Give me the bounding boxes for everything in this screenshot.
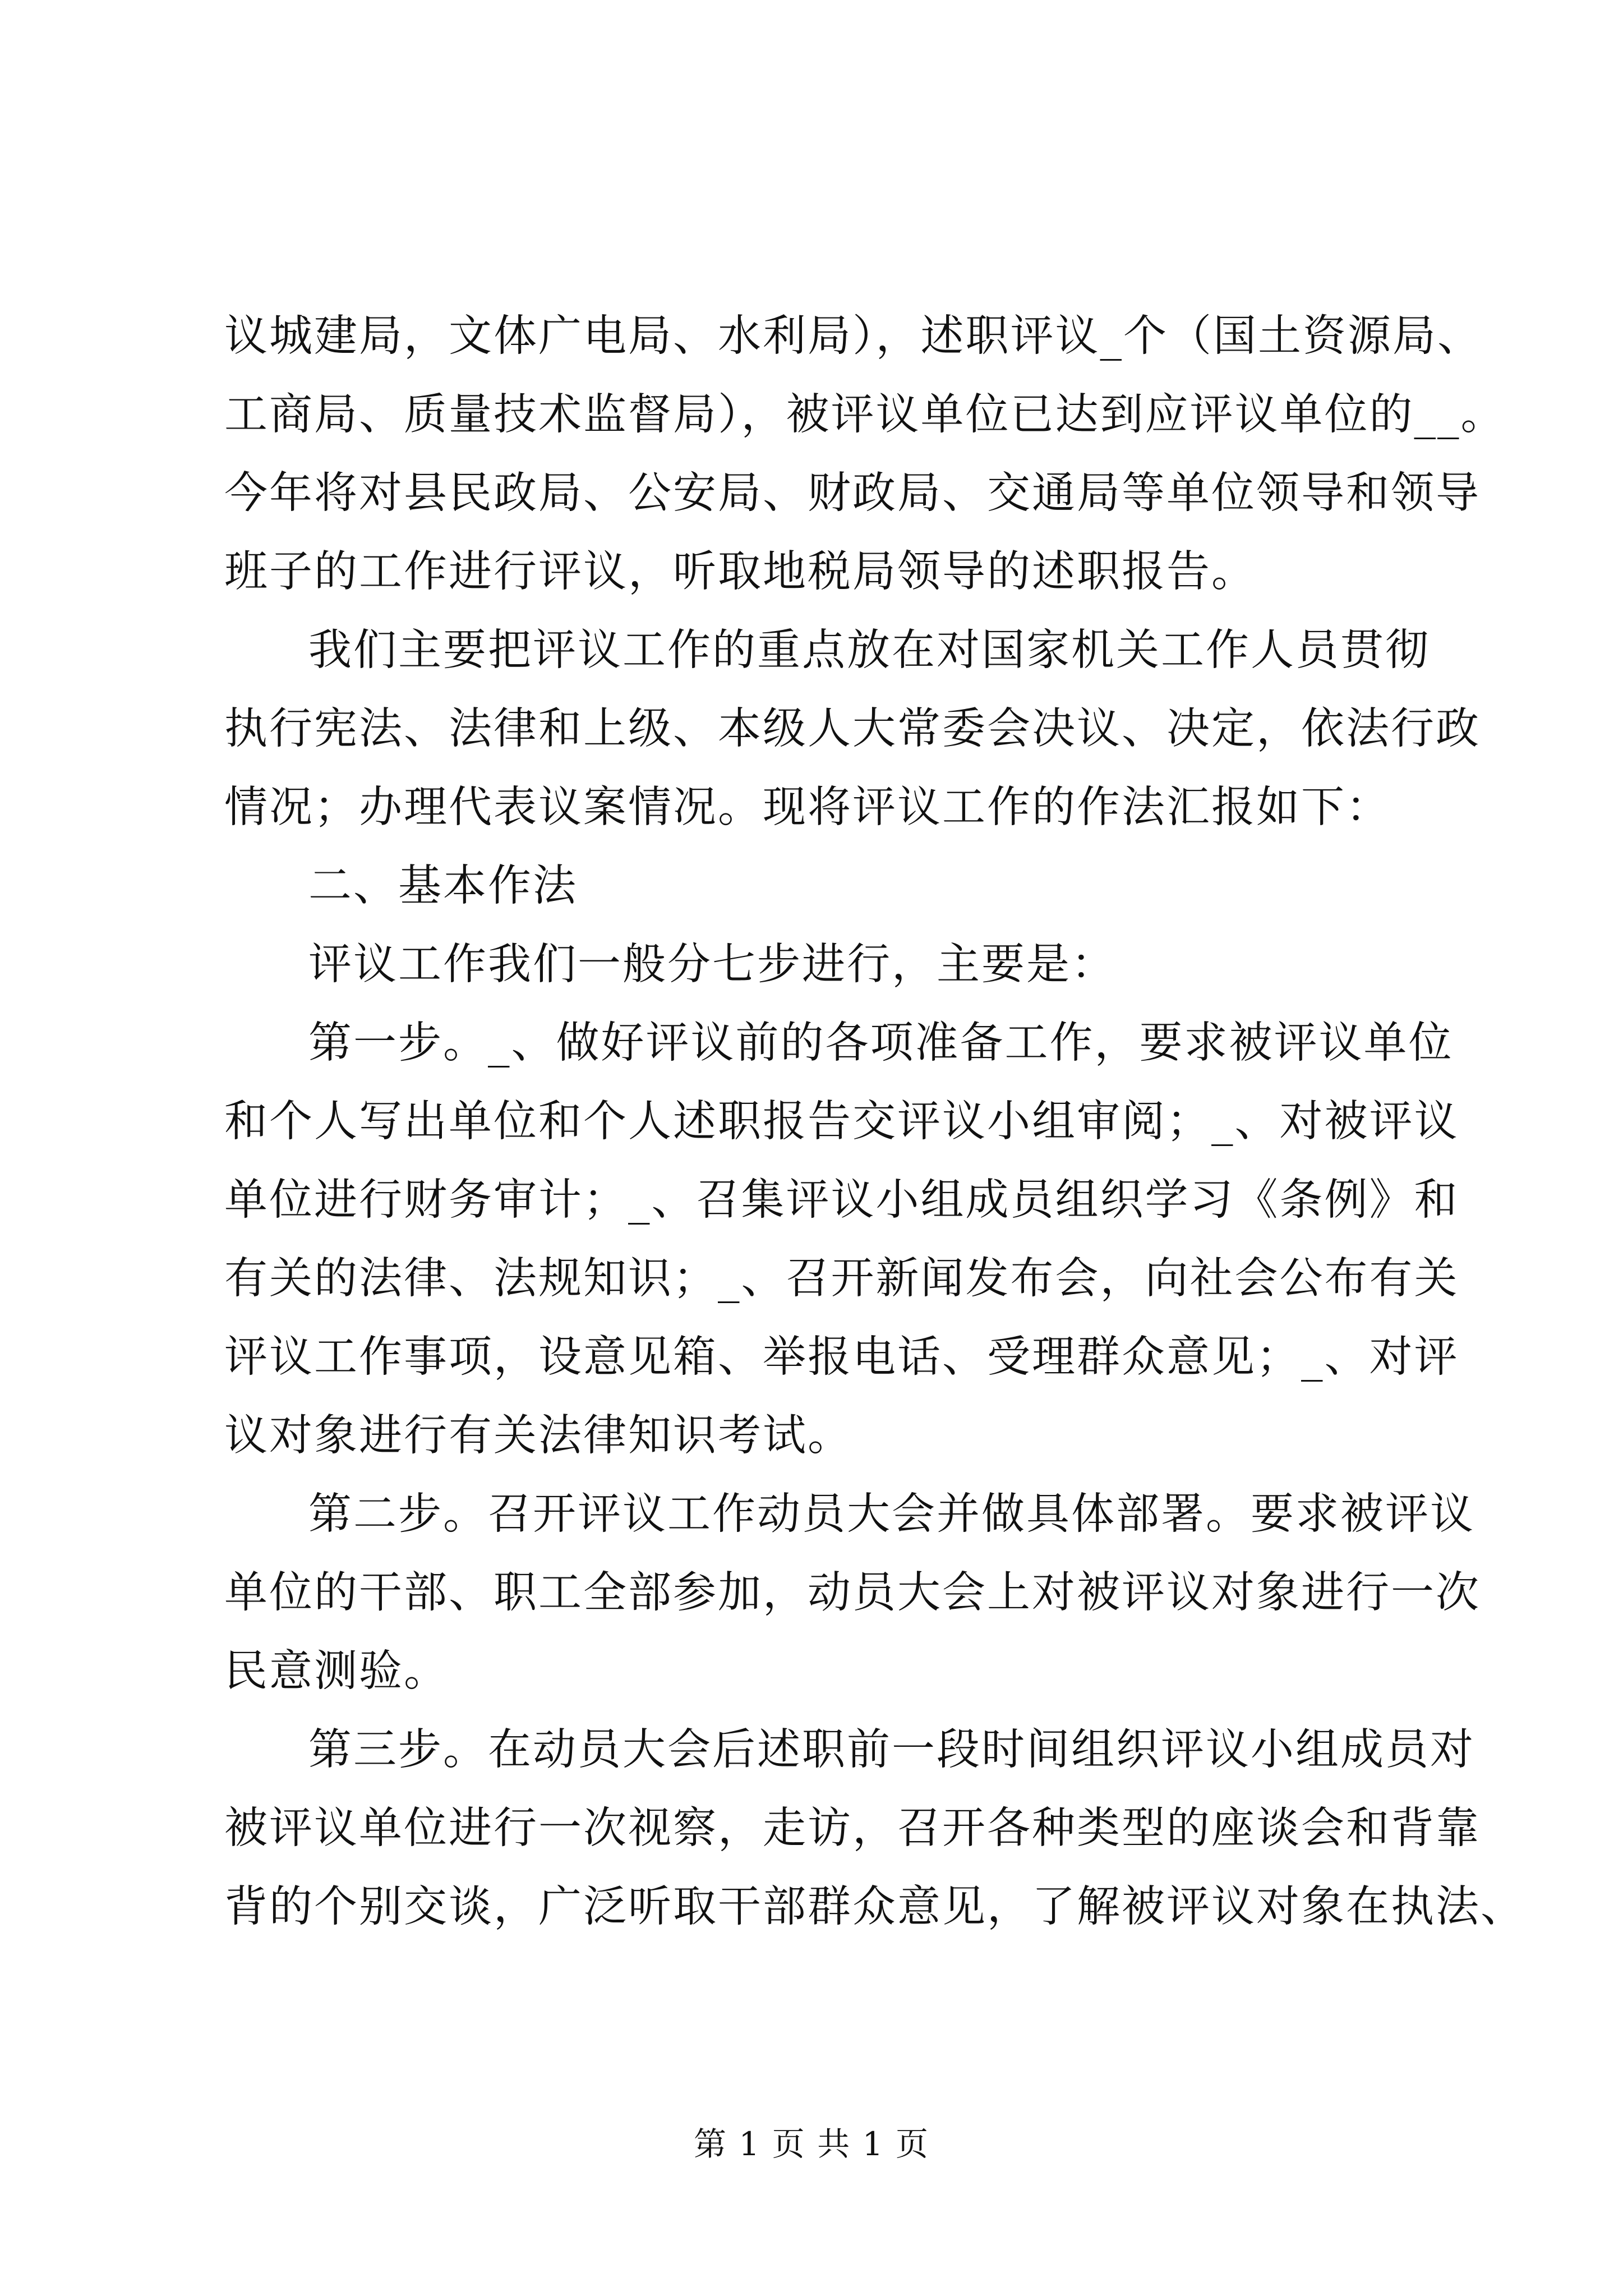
text-line: 工商局、质量技术监督局），被评议单位已达到应评议单位的__。 [224, 390, 1506, 440]
paragraph [224, 297, 1506, 611]
text-line: 第一步。_、做好评议前的各项准备工作，要求被评议单位 [308, 1018, 1454, 1068]
paragraph [224, 1711, 1525, 1947]
text-line: 单位进行财务审计；_、召集评议小组成员组织学习《条例》和 [224, 1175, 1459, 1225]
text-line: 议城建局，文体广电局、水利局），述职评议_个（国土资源局、 [224, 311, 1482, 361]
paragraph [224, 1475, 1481, 1711]
text-line: 第二步。召开评议工作动员大会并做具体部署。要求被评议 [308, 1489, 1475, 1539]
text-line: 民意测验。 [224, 1646, 449, 1696]
text-line: 被评议单位进行一次视察，走访，召开各种类型的座谈会和背靠 [224, 1803, 1481, 1853]
paragraph [224, 611, 1481, 847]
text-line: 二、基本作法 [308, 861, 578, 911]
text-line: 情况；办理代表议案情况。现将评议工作的作法汇报如下： [224, 783, 1391, 832]
text-line: 今年将对县民政局、公安局、财政局、交通局等单位领导和领导 [224, 468, 1481, 518]
paragraph [224, 926, 1402, 1004]
text-line: 有关的法律、法规知识；_、召开新闻发布会，向社会公布有关 [224, 1254, 1459, 1304]
text-line: 评议工作我们一般分七步进行，主要是： [308, 940, 1116, 990]
page-footer: 第 1 页 共 1 页 [694, 2125, 929, 2163]
text-line: 背的个别交谈，广泛听取干部群众意见，了解被评议对象在执法、 [224, 1882, 1525, 1932]
text-line: 议对象进行有关法律知识考试。 [224, 1411, 852, 1461]
text-line: 执行宪法、法律和上级、本级人大常委会决议、决定，依法行政 [224, 704, 1481, 754]
text-line: 我们主要把评议工作的重点放在对国家机关工作人员贯彻 [308, 625, 1430, 675]
paragraph [224, 847, 1402, 926]
document-body [224, 297, 1525, 1947]
text-line: 第三步。在动员大会后述职前一段时间组织评议小组成员对 [308, 1725, 1475, 1775]
text-line: 和个人写出单位和个人述职报告交评议小组审阅；_、对被评议 [224, 1097, 1459, 1147]
text-line: 班子的工作进行评议，听取地税局领导的述职报告。 [224, 547, 1256, 597]
paragraph [224, 1004, 1459, 1475]
text-line: 单位的干部、职工全部参加，动员大会上对被评议对象进行一次 [224, 1568, 1481, 1618]
text-line: 评议工作事项，设意见箱、举报电话、受理群众意见；_、对评 [224, 1332, 1459, 1382]
